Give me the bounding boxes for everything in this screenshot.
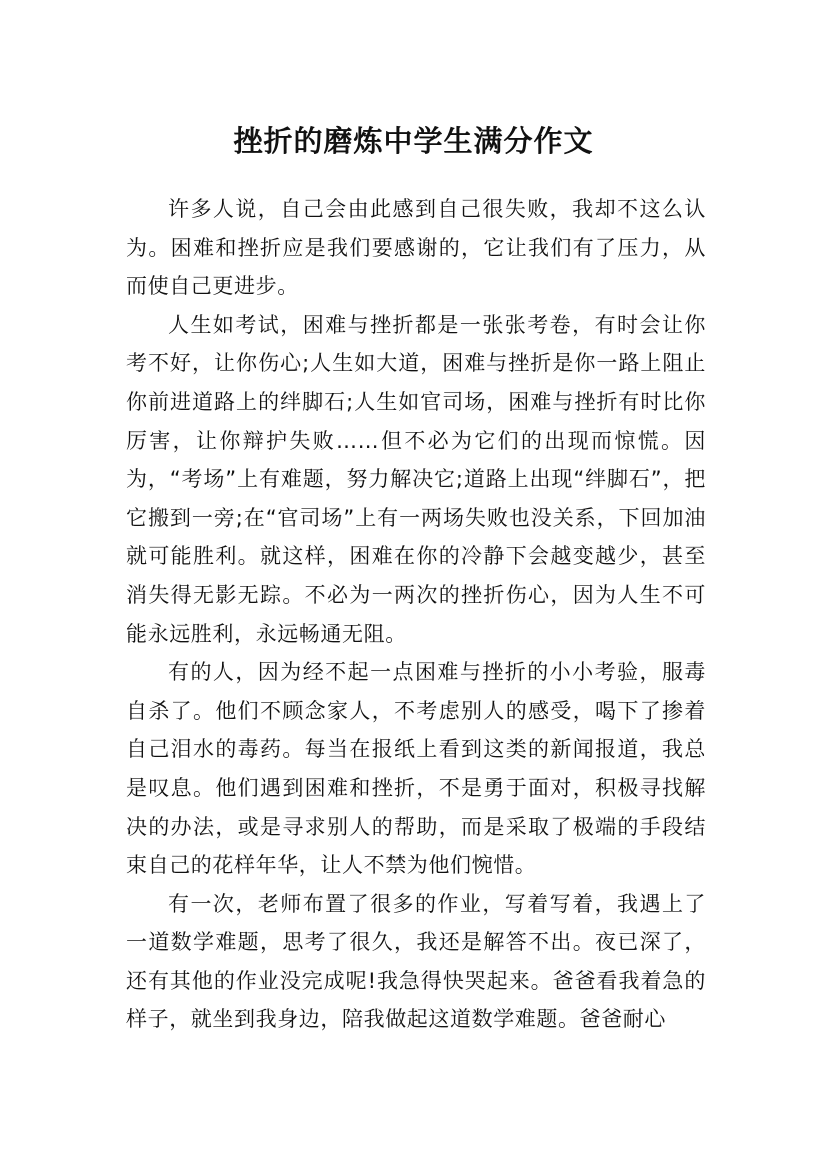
essay-body: [126, 190, 706, 1039]
paragraph-2: 人生如考试，困难与挫折都是一张张考卷，有时会让你考不好，让你伤心;人生如大道，困难与挫折是你一路上阻止你前进道路上的绊脚石;人生如官司场，困难与挫折有时比你厉害，让你辩护失败……但不必为它们的出现而惊慌。因为，“考场”上有难题，努力解决它;道路上出现“绊脚石”，把它搬到一旁;在“官司场”上有一两场失败也没关系，下回加油就可能胜利。就这样，困难在你的冷静下会越变越少，甚至消失得无影无踪。不必为一两次的挫折伤心，因为人生不可能永远胜利，永远畅通无阻。: [126, 312, 706, 646]
page-title: 挫折的磨炼中学生满分作文: [233, 124, 594, 159]
paragraph-4: 有一次，老师布置了很多的作业，写着写着，我遇上了一道数学难题，思考了很久，我还是解答不出。夜已深了，还有其他的作业没完成呢!我急得快哭起来。爸爸看我着急的样子，就坐到我身边，陪我做起这道数学难题。爸爸耐心: [126, 891, 706, 1032]
paragraph-3: 有的人，因为经不起一点困难与挫折的小小考验，服毒自杀了。他们不顾念家人，不考虑别人的感受，喝下了掺着自己泪水的毒药。每当在报纸上看到这类的新闻报道，我总是叹息。他们遇到困难和挫折，不是勇于面对，积极寻找解决的办法，或是寻求别人的帮助，而是采取了极端的手段结束自己的花样年华，让人不禁为他们惋惜。: [126, 660, 706, 878]
paragraph-1: 许多人说，自己会由此感到自己很失败，我却不这么认为。困难和挫折应是我们要感谢的，它让我们有了压力，从而使自己更进步。: [126, 197, 706, 299]
